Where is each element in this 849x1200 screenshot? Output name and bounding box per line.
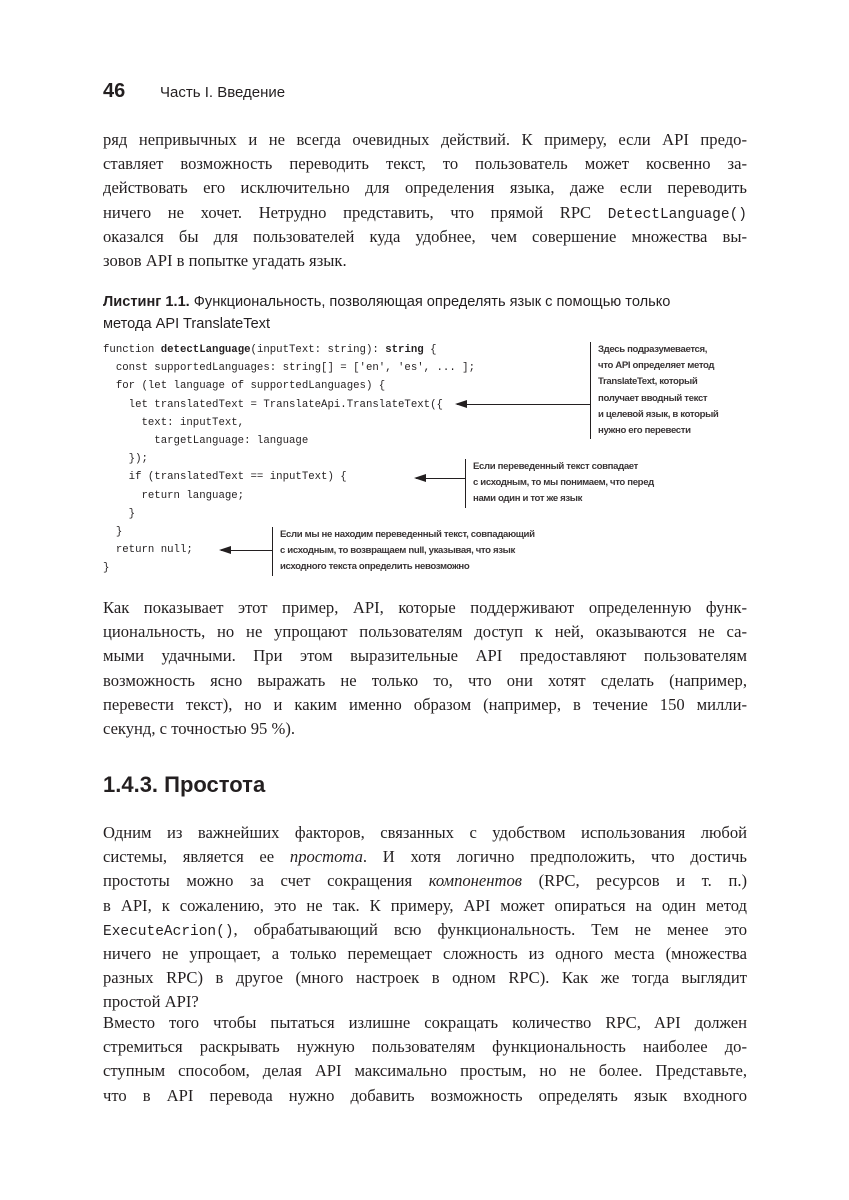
text-line: Вместо того чтобы пытаться излишне сокращать количество RPC, API должен bbox=[103, 1013, 747, 1032]
text-segment: . И хотя логично предположить, что достичь bbox=[362, 847, 747, 867]
paragraph-2 bbox=[103, 596, 747, 741]
code-annotation-2 bbox=[465, 459, 654, 508]
code-line: } bbox=[103, 526, 123, 539]
listing-caption bbox=[103, 291, 753, 335]
part-title: Часть I. Введение bbox=[160, 84, 286, 101]
text-line bbox=[103, 869, 747, 893]
paragraph-3 bbox=[103, 821, 747, 1015]
listing-title: Функциональность, позволяющая определять язык с помощью только bbox=[189, 294, 671, 310]
text-line: ничего не упрощает, а только перемещает сложность из одного места (множества bbox=[103, 943, 747, 963]
text-line: в API, к сожалению, это не так. К примеру, API может опираться на один метод bbox=[103, 895, 747, 915]
text-line: разных RPC) в другое (много настроек в одном RPC). Как же тогда выглядит bbox=[103, 968, 747, 988]
section-heading: 1.4.3. Простота bbox=[103, 772, 266, 797]
code-line: }); bbox=[103, 453, 148, 466]
text-segment: простоты можно за счет сокращения bbox=[103, 871, 429, 891]
code-annotation-1 bbox=[590, 342, 718, 439]
code-token: function bbox=[103, 344, 161, 356]
code-line bbox=[103, 341, 475, 359]
text-segment: ничего не хочет. Нетрудно представить, что прямой RPC bbox=[103, 202, 608, 222]
text-line: ставляет возможность переводить текст, то пользователь может косвенно за- bbox=[103, 154, 747, 174]
annotation-line: Если переведенный текст совпадает bbox=[473, 461, 639, 472]
code-annotation-3 bbox=[272, 527, 535, 576]
annotation-line: с исходным, то мы понимаем, что перед bbox=[473, 477, 654, 489]
code-line: return null; bbox=[103, 544, 193, 557]
running-header bbox=[103, 80, 286, 103]
text-line: циональность, но не упрощают пользователям доступ к ней, оказываются не са- bbox=[103, 622, 747, 642]
text-line: что в API перевода нужно добавить возможность определять язык входного bbox=[103, 1085, 747, 1105]
annotation-line: Здесь подразумевается, bbox=[598, 344, 708, 355]
text-line: простой API? bbox=[103, 992, 199, 1012]
text-line: ряд непривычных и не всегда очевидных действий. К примеру, если API предо- bbox=[103, 130, 747, 149]
text-line: перевести текст), но и каким именно образом (например, в течение 150 милли- bbox=[103, 694, 747, 714]
emphasis: простота bbox=[289, 847, 363, 867]
arrow-icon bbox=[457, 404, 590, 405]
text-line: секунд, с точностью 95 %). bbox=[103, 718, 295, 738]
text-line: оказался бы для пользователей куда удобнее, чем совершение множества вы- bbox=[103, 226, 747, 246]
text-line: Как показывает этот пример, API, которые поддерживают определенную функ- bbox=[103, 598, 747, 617]
text-line bbox=[103, 918, 747, 942]
annotation-line: что API определяет метод bbox=[598, 360, 715, 372]
annotation-line: с исходным, то возвращаем null, указывая, что язык bbox=[280, 545, 515, 557]
annotation-line: нами один и тот же язык bbox=[473, 493, 583, 505]
text-segment: , обрабатывающий всю функциональность. Тем не менее это bbox=[233, 919, 747, 939]
paragraph-4 bbox=[103, 1011, 747, 1108]
code-line: if (translatedText == inputText) { bbox=[103, 471, 347, 484]
code-token: (inputText: string): bbox=[250, 344, 386, 356]
paragraph-1 bbox=[103, 128, 747, 273]
text-line bbox=[103, 201, 747, 225]
text-line: стремиться раскрывать нужную пользователям функциональность наиболее до- bbox=[103, 1037, 747, 1057]
listing-label: Листинг 1.1. bbox=[103, 294, 190, 310]
text-line: возможность ясно выражать не только то, что они хотят сделать (например, bbox=[103, 670, 747, 690]
text-line: мыми удачными. При этом выразительные API предоставляют пользователям bbox=[103, 646, 747, 666]
annotation-line: и целевой язык, в который bbox=[598, 408, 719, 420]
code-line: let translatedText = TranslateApi.TranslateText({ bbox=[103, 398, 443, 411]
inline-code: ExecuteAcrion() bbox=[103, 923, 234, 940]
code-token: string bbox=[385, 344, 424, 356]
code-token: detectLanguage bbox=[160, 344, 251, 356]
arrow-icon bbox=[416, 478, 465, 479]
text-line: зовов API в попытке угадать язык. bbox=[103, 250, 347, 270]
code-line: } bbox=[103, 562, 110, 575]
code-line: const supportedLanguages: string[] = ['en', 'es', ... ]; bbox=[103, 362, 475, 375]
text-segment: (RPC, ресурсов и т. п.) bbox=[522, 871, 748, 891]
inline-code: DetectLanguage() bbox=[607, 206, 747, 223]
code-line: text: inputText, bbox=[103, 416, 245, 429]
text-line bbox=[103, 845, 747, 869]
emphasis: компонентов bbox=[428, 871, 522, 891]
text-line: ступным способом, делая API максимально простым, но не более. Представьте, bbox=[103, 1061, 747, 1081]
code-line: return language; bbox=[103, 489, 245, 502]
page-number: 46 bbox=[103, 80, 126, 102]
arrow-icon bbox=[221, 550, 272, 551]
code-line: for (let language of supportedLanguages) { bbox=[103, 380, 386, 393]
code-token: { bbox=[423, 344, 437, 356]
listing-title: метода API TranslateText bbox=[103, 316, 271, 332]
code-line: } bbox=[103, 507, 136, 520]
annotation-line: получает вводный текст bbox=[598, 392, 708, 404]
annotation-line: TranslateText, который bbox=[598, 376, 698, 388]
code-line: targetLanguage: language bbox=[103, 435, 309, 448]
annotation-line: Если мы не находим переведенный текст, совпадающий bbox=[280, 529, 535, 540]
text-line: действовать его исключительно для определения языка, даже если переводить bbox=[103, 178, 747, 198]
annotation-line: исходного текста определить невозможно bbox=[280, 561, 470, 573]
text-line: Одним из важнейших факторов, связанных с удобством использования любой bbox=[103, 823, 747, 842]
annotation-line: нужно его перевести bbox=[598, 425, 691, 437]
text-segment: системы, является ее bbox=[103, 847, 290, 867]
